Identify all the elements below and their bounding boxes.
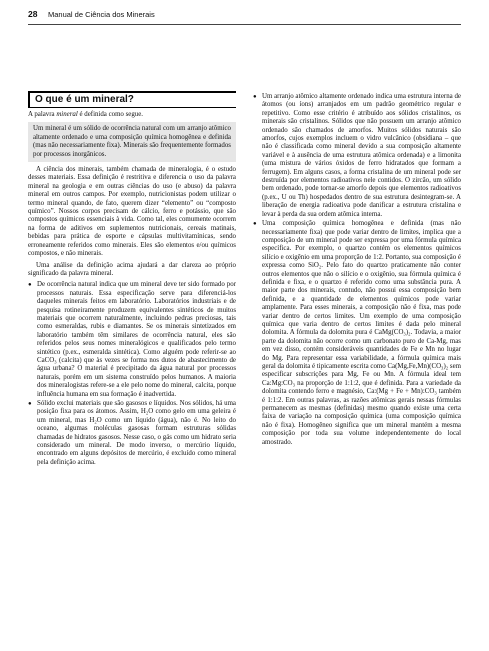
definition-box: Um mineral é um sólido de ocorrência natural com um arranjo atômico altamente ordenado e uma composição química homogênea e definida (mas não necessariamente fixa). Minerais são frequentemente formados por processos inorgânicos. bbox=[28, 122, 236, 162]
running-header bbox=[28, 8, 461, 25]
bullet-list bbox=[253, 93, 461, 447]
bullet-item: ● Uma composição química homogênea e definida (mas não necessariamente fixa) que pode variar dentro de limites, implica que a composição de um mineral pode ser expressa por uma fórmula química específica. Por exemplo, o quartzo contém os elementos químicos silício e oxigênio em uma proporção de 1:2. Portanto, sua composição é expressa como SiO₂. Pelo fato do quartzo praticamente não conter outros elementos que não o silício e o oxigênio, sua fórmula química é definida e fixa, e o quartzo é referido como uma substância pura. A maior parte dos minerais, contudo, não possui essa composição bem definida, e a quantidade de elementos químicos pode variar amplamente. Para esses minerais, a composição não é fixa, mas pode variar dentro de certos limites. Um exemplo de uma composição química que varia dentro de certos limites é dada pelo mineral dolomita. A fórmula da dolomita pura é CaMg(CO₃)₂. Todavia, a maior parte da dolomita não ocorre como um carbonato puro de Ca-Mg, mas em vez disso, contém consideráveis quantidades de Fe e Mn no lugar do Mg. Para representar essa variabilidade, a fórmula química mais geral da dolomita é tipicamente escrita como Ca(Mg,Fe,Mn)(CO₃)₂ sem especificar subscrições para Mg, Fe ou Mn. A fórmula ideal tem Ca:Mg:CO₃ na proporção de 1:1:2, que é definida. Para a variedade da dolomita contendo ferro e magnésio, Ca:(Mg + Fe + Mn):CO₃ também é 1:1:2. Em outras palavras, as razões atômicas gerais nessas fórmulas permanecem as mesmas (definidas) mesmo quando existe uma certa faixa de variação na composição química (uma composição química não é fixa). Homogêneo significa que um mineral mantém a mesma composição por toda sua volume independentemente do local amostrado. bbox=[262, 220, 461, 447]
paragraph: Uma análise da definição acima ajudará a dar clareza ao próprio significado da palavra mineral. bbox=[28, 261, 236, 277]
section-title: O que é um mineral? bbox=[35, 94, 134, 105]
paragraph: A ciência dos minerais, também chamada de mineralogia, é o estudo desses materiais. Essa definição é restritiva e diferencia o uso da palavra mineral na geologia e em outras ciências do uso (e abuso) da palavra mineral em outros campos. Por exemplo, nutricionistas podem utilizar o termo mineral quando, de fato, querem dizer “elemento” ou “composto químico”. Nossos corpos precisam de cálcio, ferro e potássio, que são compostos químicos essenciais à vida. Como tal, eles comumente ocorrem na forma de aditivos em suplementos nutricionais, cereais matinais, bebidas para prática de esporte e cápsulas multivitamínicas, sendo erroneamente referidos como minerais. Eles são elementos e/ou químicos compostos, e não minerais. bbox=[28, 166, 236, 258]
page-number: 28 bbox=[28, 9, 38, 19]
left-column bbox=[28, 111, 236, 468]
intro-line: A palavra mineral é definida como segue. bbox=[28, 111, 144, 118]
bullet-list bbox=[28, 281, 236, 467]
bullet-item: ● De ocorrência natural indica que um mineral deve ter sido formado por processos naturais. Essa especificação serve para diferenciá-los daqueles minerais feitos em laboratório. Laboratórios industriais e de pesquisa rotineiramente produzem equivalentes sintéticos de muitos materiais que ocorrem naturalmente, incluindo pedras preciosas, tais como esmeraldas, rubis e diamantes. Se os minerais sintetizados em laboratório também têm similares de ocorrência natural, eles são referidos pelos seus nomes mineralógicos e qualificados pelo termo sintético (p.ex., esmeralda sintética). Como alguém pode referir-se ao CaCO₃ (calcita) que às vezes se forma nos dutos de abastecimento de água urbana? O material é precipitado da água natural por processos naturais, porém em um sistema construído pelos humanos. A maioria dos mineralogistas refere-se a ele pelo nome do mineral, calcita, porque influência humana em sua formação é inadvertida. bbox=[37, 281, 236, 399]
right-column bbox=[253, 93, 461, 448]
bullet-item: ● Sólido exclui materiais que são gasosos e líquidos. Nos sólidos, há uma posição fixa para os átomos. Assim, H₂O como gelo em uma geleira é um mineral, mas H₂O como um líquido (água), não é. No leito do oceano, algumas moléculas gasosas formam estruturas sólidas chamadas de hidratos gasosos. Nesse caso, o gás como um hidrato seria considerado um mineral. De modo inverso, o mercúrio líquido, encontrado em alguns depósitos de mercúrio, é excluído como mineral pela definição acima. bbox=[37, 400, 236, 467]
bullet-item: ● Um arranjo atômico altamente ordenado indica uma estrutura interna de átomos (ou íons) arranjados em um padrão geométrico regular e repetitivo. Como esse critério é atribuído aos sólidos cristalinos, os minerais são cristalinos. Sólidos que não possuem um arranjo atômico ordenado são chamados de amorfos. Muitos sólidos naturais são amorfos, cujos exemplos incluem o vidro vulcânico (obsidiana – que não é classificada como mineral devido a sua composição altamente variável e à ausência de uma estrutura atômica ordenada) e a limonita (uma mistura de vários óxidos de ferro hidratados que formam a ferrugem). Em alguns casos, a forma cristalina de um mineral pode ser destruída por elementos radioativos nele contidos. O zircão, um sólido bem ordenado, pode tornar-se amorfo depois que elementos radioativos (p.ex., U ou Th) hospedados dentro de sua estrutura desintegram-se. A liberação de energia radioativa pode danificar a estrutura cristalina e levar à perda da sua ordem atômica interna. bbox=[262, 93, 461, 219]
section-heading bbox=[28, 91, 236, 108]
book-title: Manual de Ciência dos Minerais bbox=[48, 9, 155, 19]
